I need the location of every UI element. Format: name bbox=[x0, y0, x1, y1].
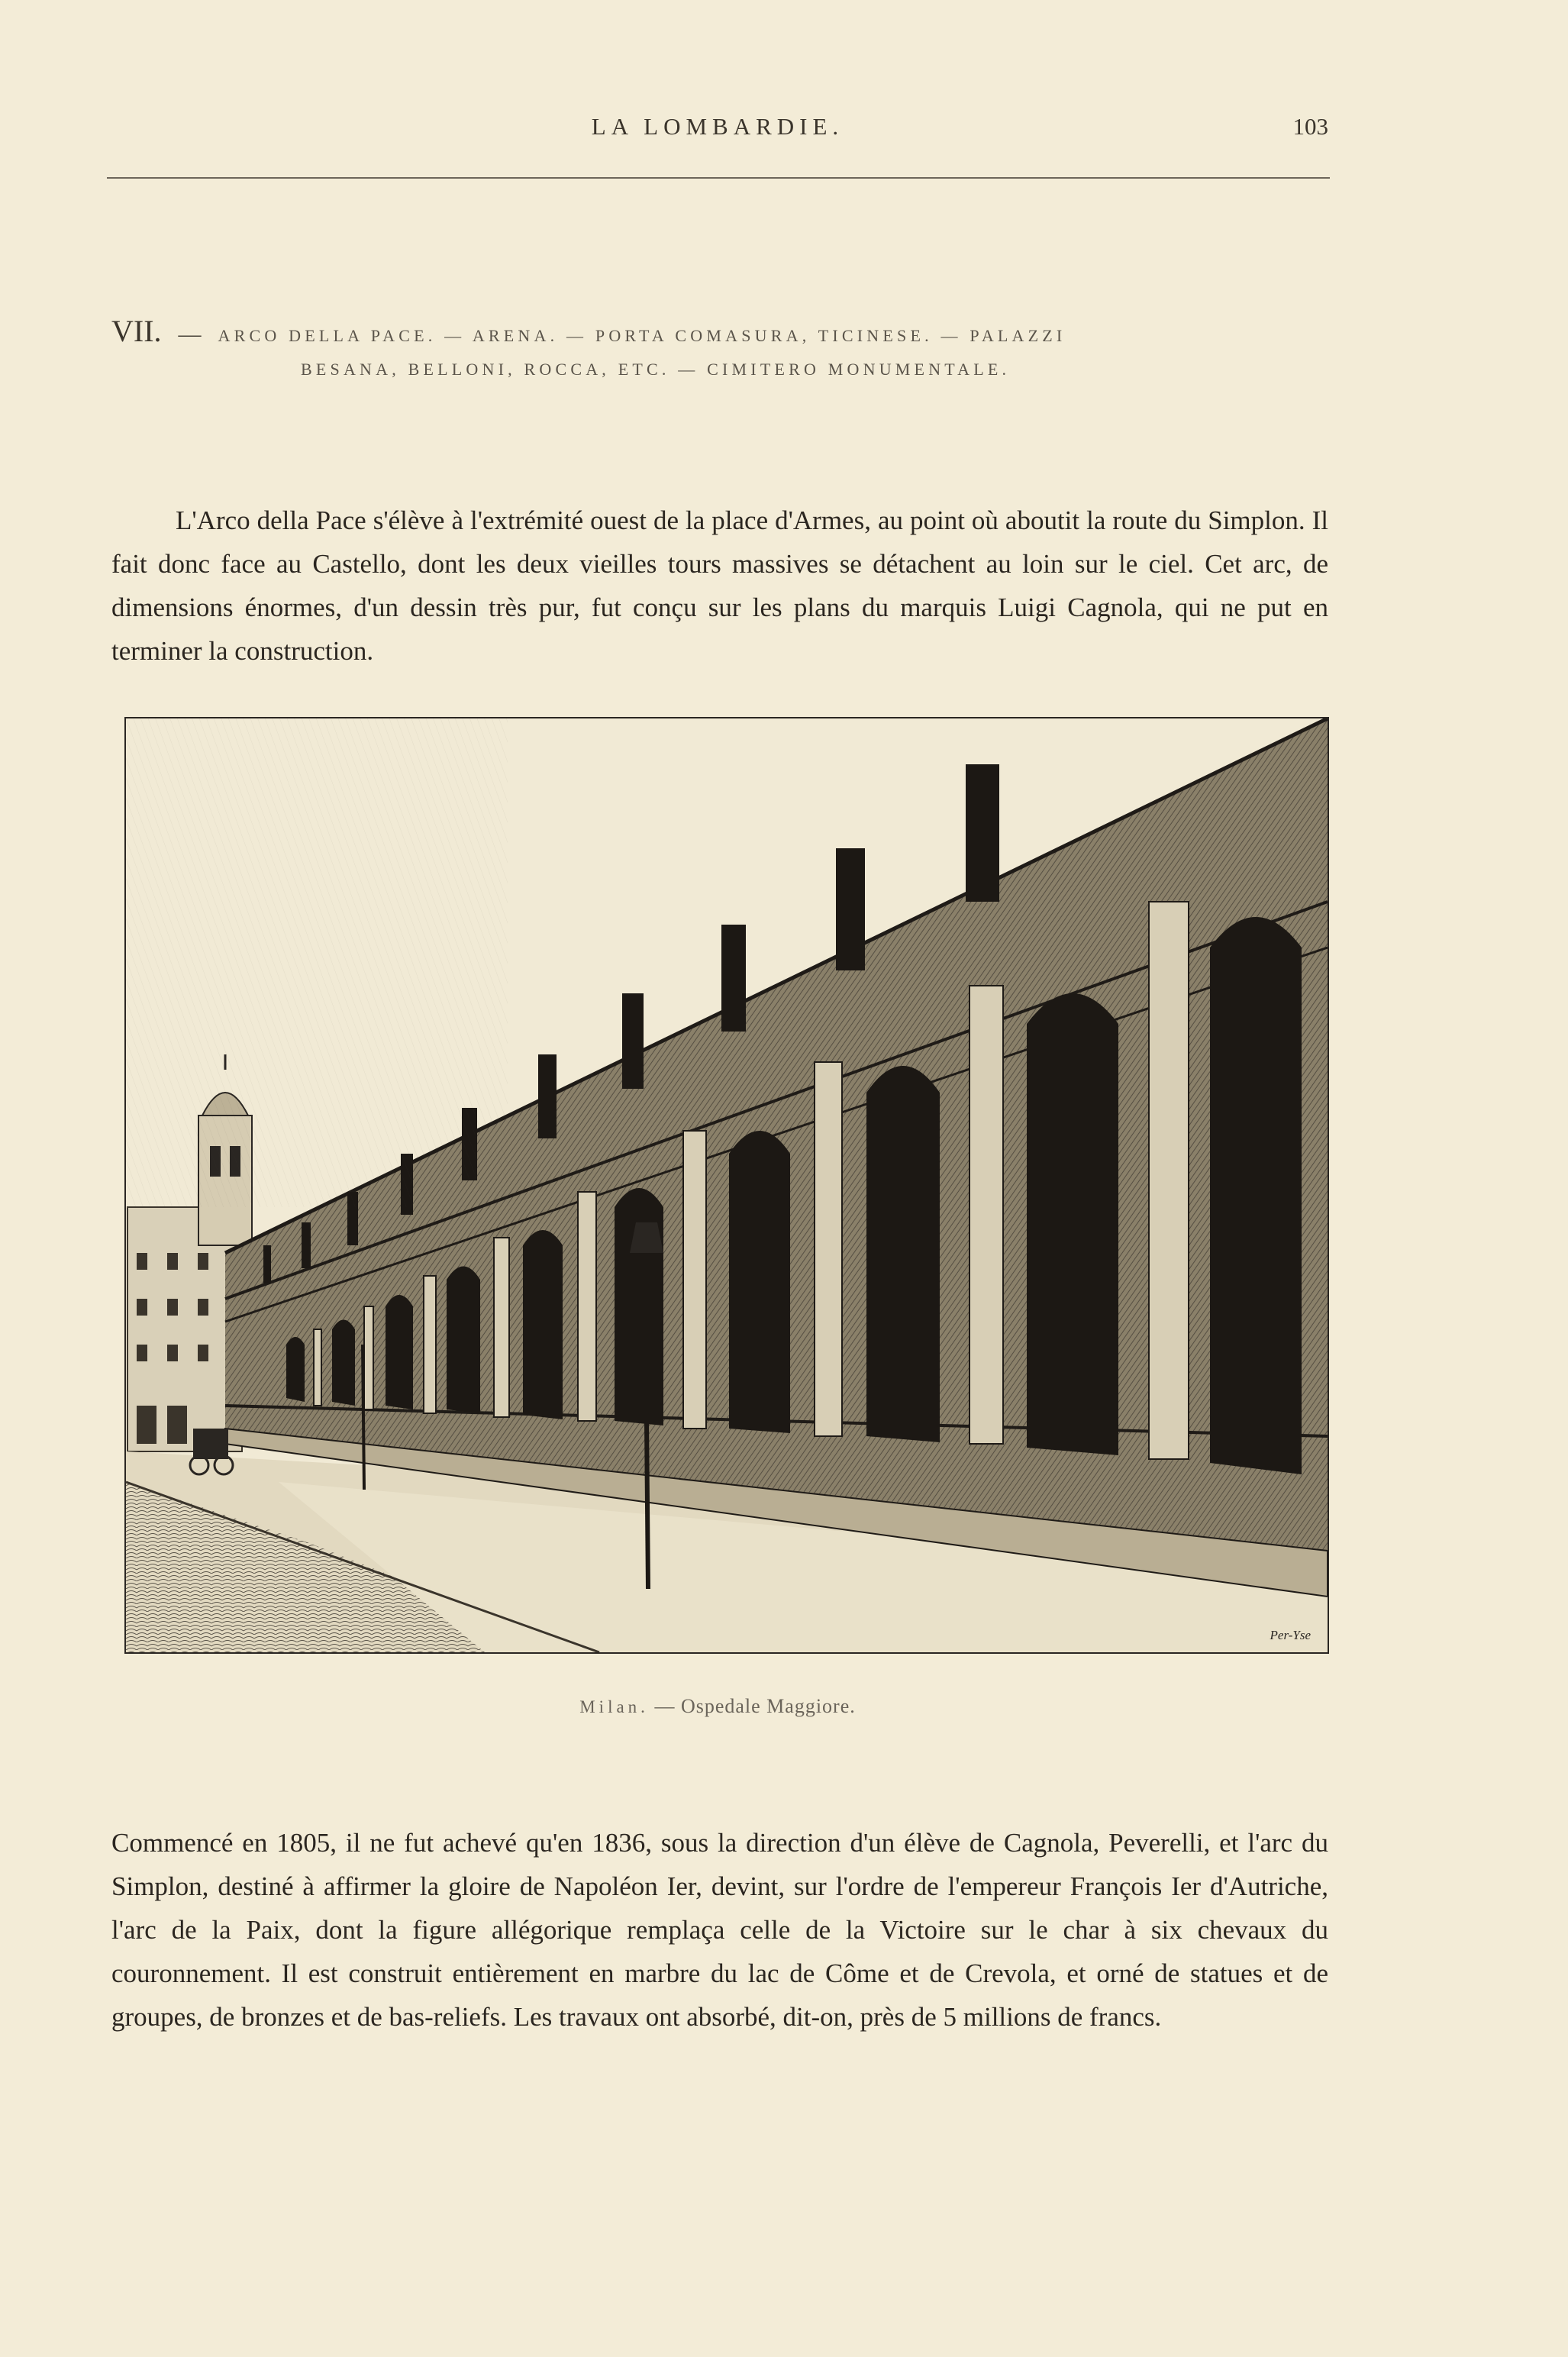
section-heading bbox=[111, 313, 1333, 379]
caption-dash: — bbox=[654, 1695, 676, 1717]
continuation-paragraph: Commencé en 1805, il ne fut achevé qu'en 1836, sous la direction d'un élève de Cagnola, Peverelli, et l'arc du Simplon, destiné à affirmer la gloire de Napoléon Ier, devint, sur l'ordre de l'empereur François Ier d'Autriche, l'arc de la Paix, dont la figure allégorique remplaça celle de la Victoire sur le char à six chevaux du couronnement. Il est construit entièrement en marbre du lac de Côme et de Crevola, et orné de statues et de groupes, de bronzes et de bas-reliefs. Les travaux ont absorbé, dit-on, près de 5 millions de francs. bbox=[111, 1828, 1328, 2032]
header-rule bbox=[107, 177, 1330, 179]
page-number: 103 bbox=[1292, 113, 1328, 140]
running-head bbox=[107, 113, 1328, 144]
section-topics-line-1: ARCO DELLA PACE. — ARENA. — PORTA COMASURA, TICINESE. — PALAZZI bbox=[218, 326, 1066, 345]
engraving-ospedale-maggiore bbox=[124, 717, 1329, 1654]
engraving-illustration bbox=[126, 718, 1328, 1652]
intro-paragraph: L'Arco della Pace s'élève à l'extrémité ouest de la place d'Armes, au point où aboutit la route du Simplon. Il fait donc face au Castello, dont les deux vieilles tours massives se détachent au loin sur le ciel. Cet arc, de dimensions énormes, d'un dessin très pur, fut conçu sur les plans du marquis Luigi Cagnola, qui ne put en terminer la construction. bbox=[111, 505, 1328, 666]
section-topics-line-2: BESANA, BELLONI, ROCCA, ETC. — CIMITERO MONUMENTALE. bbox=[301, 360, 1011, 379]
caption-city: Milan. bbox=[579, 1697, 649, 1716]
figure-caption bbox=[107, 1695, 1328, 1718]
section-heading-line-1 bbox=[111, 313, 1333, 349]
running-title: LA LOMBARDIE. bbox=[591, 113, 844, 140]
section-dash: — bbox=[178, 321, 202, 347]
section-number: VII. bbox=[111, 314, 162, 348]
caption-title: Ospedale Maggiore. bbox=[680, 1695, 856, 1717]
engraver-signature: Per-Yse bbox=[1270, 1628, 1311, 1642]
